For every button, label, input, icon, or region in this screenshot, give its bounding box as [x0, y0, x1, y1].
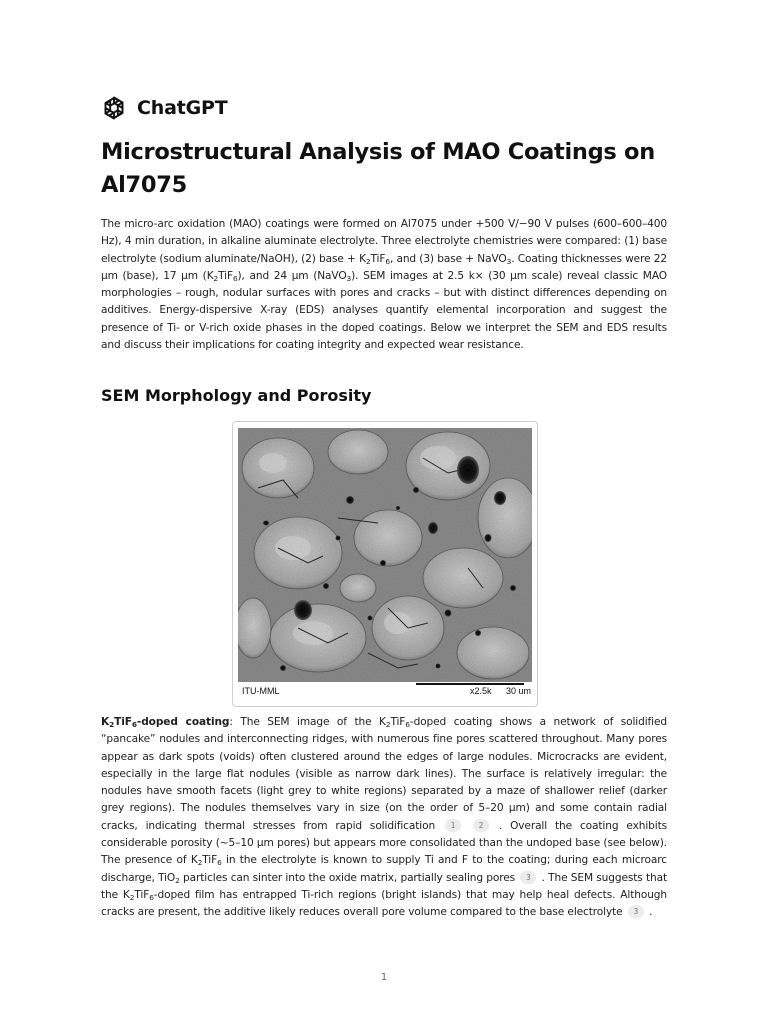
- intro-sub-4: 2: [213, 273, 219, 283]
- body-sub-4: 6: [217, 858, 222, 868]
- intro-text-2: TiF: [370, 252, 386, 265]
- lead-part-b: TiF: [114, 716, 132, 728]
- intro-paragraph: [101, 216, 667, 354]
- sem-info-bar: [238, 682, 532, 702]
- intro-text-7: ). SEM images at 2.5 k× (30 µm scale) reveal classic MAO morphologies – rough, nodular surfaces with pores and cracks – but with distinct differences depending on additives. Energy-dispersive X-ray (EDS) analyses quantify elemental incorporation and suggest the presence of Ti- or V-rich oxide phases in the doped coatings. Below we interpret the SEM and EDS results and discuss their implications for coating integrity and expected wear resistance.: [101, 269, 667, 352]
- lead-part-c: -doped coating: [136, 716, 230, 728]
- body-text-4: in the electrolyte is known to supply Ti and F to the coating; during each microarc discharge, TiO: [101, 854, 667, 884]
- sem-scale-label: 30 um: [506, 686, 532, 696]
- body-text-8: .: [649, 906, 653, 919]
- intro-text-4: . Coating thicknesses were 22 µm (base), 17 µm (K: [101, 252, 667, 282]
- intro-sub-2: 6: [385, 256, 390, 266]
- body-text-3b: TiF: [202, 854, 218, 867]
- body-text-5: particles can sinter into the oxide matrix, partially sealing pores: [179, 871, 516, 884]
- section-heading: SEM Morphology and Porosity: [101, 386, 372, 405]
- brand-header: [101, 95, 227, 121]
- page-title: Microstructural Analysis of MAO Coatings on Al7075: [101, 139, 655, 198]
- body-sub-2: 6: [405, 720, 410, 729]
- lead-sub-1: 2: [109, 720, 115, 729]
- body-sub-5: 2: [175, 875, 180, 885]
- body-text-1b: TiF: [390, 716, 406, 728]
- body-text-7: -doped film has entrapped Ti-rich regions (bright islands) that may help heal defects. Although cracks are present, the additive likely reduces overall pore volume compared to the base electrolyte: [101, 888, 667, 919]
- citation-badge[interactable]: 1: [445, 819, 461, 832]
- intro-sub-5: 6: [232, 273, 238, 283]
- body-text-6b: TiF: [134, 888, 150, 901]
- sem-scale-bar: [416, 683, 524, 685]
- intro-text-5: TiF: [218, 269, 233, 282]
- body-text-6: . The SEM suggests that the K: [101, 871, 668, 901]
- sem-magnification: x2.5k: [470, 686, 492, 696]
- sem-lab-label: ITU-MML: [242, 686, 280, 696]
- body-text-2: -doped coating shows a network of solidified “pancake” nodules and interconnecting ridges, with numerous fine pores scattered throughout. Many pores appear as dark spots (voids) often clustered around the edges of large nodules. Microcracks are evident, especially in the large flat nodules (visible as narrow dark lines). The surface is relatively irregular: the nodules have smooth facets (light grey to white regions) separated by a maze of shallower relief (darker grey regions). The nodules themselves vary in size (on the order of 5–20 µm) and some contain radial cracks, indicating thermal stresses from rapid solidification: [101, 716, 667, 832]
- body-paragraph: [101, 714, 667, 922]
- intro-text-6: ), and 24 µm (NaVO: [237, 269, 347, 282]
- body-sub-6: 2: [129, 892, 135, 902]
- body-sub-3: 2: [197, 858, 203, 868]
- brand-name: ChatGPT: [137, 97, 228, 119]
- citation-badge[interactable]: 3: [520, 871, 536, 884]
- intro-sub-3: 3: [506, 256, 512, 266]
- citation-badge[interactable]: 2: [473, 819, 489, 832]
- openai-knot-icon: [101, 95, 127, 121]
- body-sub-7: 6: [149, 892, 154, 902]
- intro-text-1: The micro-arc oxidation (MAO) coatings were formed on Al7075 under +500 V/−90 V pulses (600–600–400 Hz), 4 min duration, in alkaline aluminate electrolyte. Three electrolyte chemistries were compared: (1) base electrolyte (sodium aluminate/NaOH), (2) base + K: [101, 218, 667, 265]
- lead-part-a: K: [101, 716, 110, 728]
- intro-text-3: , and (3) base + NaVO: [389, 252, 507, 265]
- lead-sub-2: 6: [131, 720, 137, 729]
- sem-micrograph-graphic: [238, 428, 532, 682]
- intro-sub-6: 3: [346, 273, 352, 283]
- citation-badge[interactable]: 3: [628, 905, 644, 918]
- sem-figure: [232, 421, 538, 707]
- page-number: 1: [380, 972, 388, 983]
- body-lead: [101, 716, 229, 728]
- body-text-3: . Overall the coating exhibits considerable porosity (~5–10 µm pores) but appears more consolidated than the undoped base (see below). The presence of K: [101, 819, 668, 867]
- sem-micrograph: [238, 428, 532, 682]
- intro-sub-1: 2: [365, 256, 371, 266]
- body-sub-1: 2: [385, 720, 391, 729]
- body-text-1: : The SEM image of the K: [229, 716, 386, 728]
